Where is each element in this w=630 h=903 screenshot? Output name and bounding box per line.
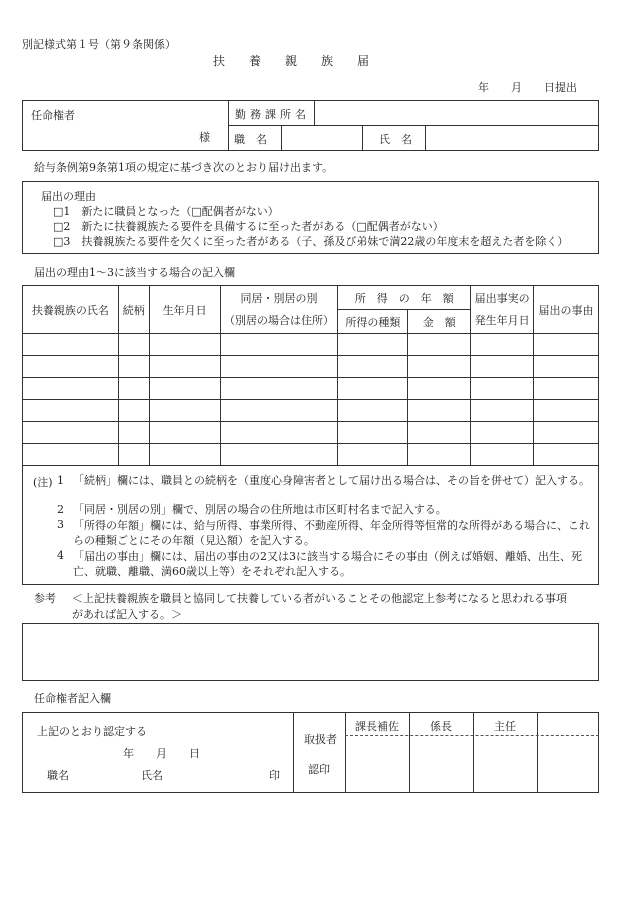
approval-label: 認印 bbox=[308, 763, 330, 776]
col-name-header: 扶養親族の氏名 bbox=[23, 286, 119, 334]
reference-text-line2: があれば記入する。＞ bbox=[72, 608, 182, 621]
notes-box bbox=[22, 465, 599, 585]
reason-item-1: □1 新たに職員となった（□配偶者がない） bbox=[53, 205, 279, 218]
col-income-type-header: 所得の種類 bbox=[338, 310, 408, 334]
table-row bbox=[23, 400, 599, 422]
col-cohabit-header bbox=[220, 286, 338, 334]
stamp-col-chief-clerk: 主任 bbox=[494, 720, 516, 733]
certifier-position: 職名 bbox=[47, 769, 69, 782]
position-label: 職 名 bbox=[234, 133, 267, 146]
reasons-heading: 届出の理由 bbox=[41, 190, 96, 203]
stamp-col-section-chief: 係長 bbox=[430, 720, 452, 733]
form-title: 扶 養 親 族 届 bbox=[213, 54, 370, 68]
notes-prefix: (注) bbox=[33, 476, 53, 489]
col-fact-date-line1: 届出事実の bbox=[474, 291, 530, 305]
appointer-label: 任命権者 bbox=[31, 109, 75, 122]
table-row bbox=[23, 378, 599, 400]
name-label: 氏 名 bbox=[379, 133, 412, 146]
note-1-text: 「続柄」欄には、職員との続柄を（重度心身障害者として届け出る場合は、その旨を併せて）記入する。 bbox=[73, 474, 590, 487]
reference-text-line1: ＜上記扶養親族を職員と協同して扶養している者がいることその他認定上参考になると思われる事項 bbox=[72, 592, 567, 605]
dept-label: 勤務課所名 bbox=[235, 108, 310, 121]
appointer-section-box bbox=[22, 712, 599, 793]
reasons-box bbox=[22, 181, 599, 254]
col-reason-header: 届出の事由 bbox=[534, 286, 599, 334]
col-cohabit-sub: （別居の場合は住所） bbox=[224, 313, 335, 327]
handler-label: 取扱者 bbox=[304, 733, 337, 746]
col-income-header: 所 得 の 年 額 bbox=[338, 286, 471, 310]
note-4-num: 4 bbox=[57, 549, 64, 562]
table-row bbox=[23, 334, 599, 356]
reason-item-3: □3 扶養親族たる要件を欠くに至った者がある（子、孫及び弟妹で満22歳の年度末を超えた者を除く） bbox=[53, 235, 569, 248]
note-3-text: 「所得の年額」欄には、給与所得、事業所得、不動産所得、年金所得等恒常的な所得がある場合に、これらの種類ごとにその年額（見込額）を記入する。 bbox=[73, 519, 590, 547]
certify-date: 年 月 日 bbox=[123, 747, 200, 760]
table-row bbox=[23, 356, 599, 378]
note-2-num: 2 bbox=[57, 503, 64, 516]
table-row bbox=[23, 444, 599, 466]
col-cohabit-title: 同居・別居の別 bbox=[240, 291, 318, 305]
stamp-col-deputy-chief: 課長補佐 bbox=[355, 720, 399, 733]
col-income-amount-header: 金 額 bbox=[408, 310, 471, 334]
col-fact-date-line2: 発生年月日 bbox=[474, 313, 530, 327]
reference-label: 参考 bbox=[34, 592, 56, 605]
form-number: 別記様式第１号（第９条関係） bbox=[22, 38, 176, 51]
table-row bbox=[23, 422, 599, 444]
seal-mark: 印 bbox=[269, 769, 280, 782]
col-relation-header: 続柄 bbox=[118, 286, 149, 334]
intro-text: 給与条例第9条第1項の規定に基づき次のとおり届け出ます。 bbox=[34, 161, 334, 174]
certify-text: 上記のとおり認定する bbox=[37, 725, 147, 738]
note-1-num: 1 bbox=[57, 474, 64, 487]
appointer-sama: 様 bbox=[199, 131, 210, 144]
note-2-text: 「同居・別居の別」欄で、別居の場合の住所地は市区町村名まで記入する。 bbox=[73, 503, 447, 516]
submission-date: 年 月 日提出 bbox=[478, 81, 577, 94]
dependents-table bbox=[22, 285, 599, 466]
certifier-name: 氏名 bbox=[141, 769, 163, 782]
note-4-text: 「届出の事由」欄には、届出の事由の2又は3に該当する場合にその事由（例えば婚姻、離婚、出生、死亡、就職、離職、満60歳以上等）をそれぞれ記入する。 bbox=[73, 550, 582, 578]
appointer-section-heading: 任命権者記入欄 bbox=[34, 692, 111, 705]
appointer-box bbox=[22, 100, 599, 151]
col-fact-date-header bbox=[471, 286, 534, 334]
table-section-label: 届出の理由1～3に該当する場合の記入欄 bbox=[34, 266, 235, 279]
reason-item-2: □2 新たに扶養親族たる要件を具備するに至った者がある（□配偶者がない） bbox=[53, 220, 444, 233]
reference-box bbox=[22, 623, 599, 681]
note-3-num: 3 bbox=[57, 518, 64, 531]
col-birth-header: 生年月日 bbox=[149, 286, 220, 334]
